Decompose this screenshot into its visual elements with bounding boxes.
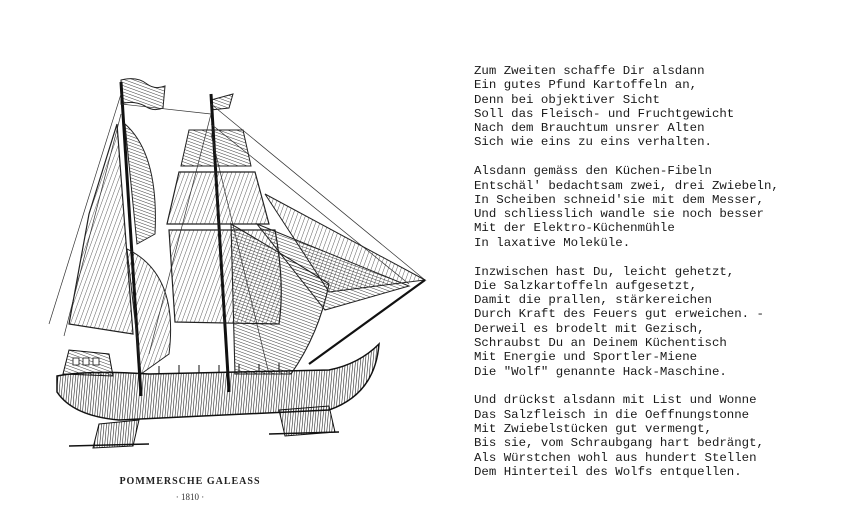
poem-line: Dem Hinterteil des Wolfs entquellen. — [474, 464, 742, 479]
poem-line: Alsdann gemäss den Küchen-Fibeln — [474, 164, 712, 179]
stanza-2 — [474, 164, 840, 250]
poem-line: Mit der Elektro-Küchenmühle — [474, 221, 675, 236]
poem-text — [474, 64, 840, 494]
stanza-3 — [474, 265, 840, 379]
poem-line: Durch Kraft des Feuers gut erweichen. - — [474, 307, 764, 322]
illustration-caption-title: POMMERSCHE GALEASS — [119, 476, 261, 487]
illustration-caption-year: · 1810 · — [175, 492, 205, 502]
poem-line: Sich wie eins zu eins verhalten. — [474, 135, 712, 150]
stanza-1 — [474, 64, 840, 150]
poem-line: In laxative Moleküle. — [474, 235, 631, 250]
poem-line: Und schliesslich wandle sie noch besser — [474, 207, 764, 222]
poem-line: Schraubst Du an Deinem Küchentisch — [474, 336, 727, 351]
poem-line: Und drückst alsdann mit List und Wonne — [474, 393, 757, 408]
poem-line: In Scheiben schneid'sie mit dem Messer, — [474, 192, 764, 207]
poem-line: Damit die prallen, stärkereichen — [474, 293, 712, 308]
poem-line: Denn bei objektiver Sicht — [474, 92, 660, 107]
poem-line: Mit Zwiebelstücken gut vermengt, — [474, 422, 712, 437]
poem-line: Ein gutes Pfund Kartoffeln an, — [474, 78, 698, 93]
poem-line: Zum Zweiten schaffe Dir alsdann — [474, 64, 705, 78]
poem-line: Mit Energie und Sportler-Miene — [474, 350, 698, 365]
poem-line: Entschäl' bedachtsam zwei, drei Zwiebeln, — [474, 178, 779, 193]
poem-line: Derweil es brodelt mit Gezisch, — [474, 321, 705, 336]
poem-line: Bis sie, vom Schraubgang hart bedrängt, — [474, 436, 764, 451]
poem-line: Als Würstchen wohl aus hundert Stellen — [474, 450, 757, 465]
poem-line: Inzwischen hast Du, leicht gehetzt, — [474, 264, 735, 279]
stanza-4 — [474, 393, 840, 479]
sailing-ship-icon — [28, 74, 430, 454]
poem-line: Das Salzfleisch in die Oeffnungstonne — [474, 407, 750, 422]
ship-illustration — [28, 74, 430, 454]
poem-line: Nach dem Brauchtum unsrer Alten — [474, 121, 705, 136]
poem-line: Soll das Fleisch- und Fruchtgewicht — [474, 106, 735, 121]
poem-line: Die Salzkartoffeln aufgesetzt, — [474, 278, 698, 293]
poem-line: Die "Wolf" genannte Hack-Maschine. — [474, 364, 727, 379]
